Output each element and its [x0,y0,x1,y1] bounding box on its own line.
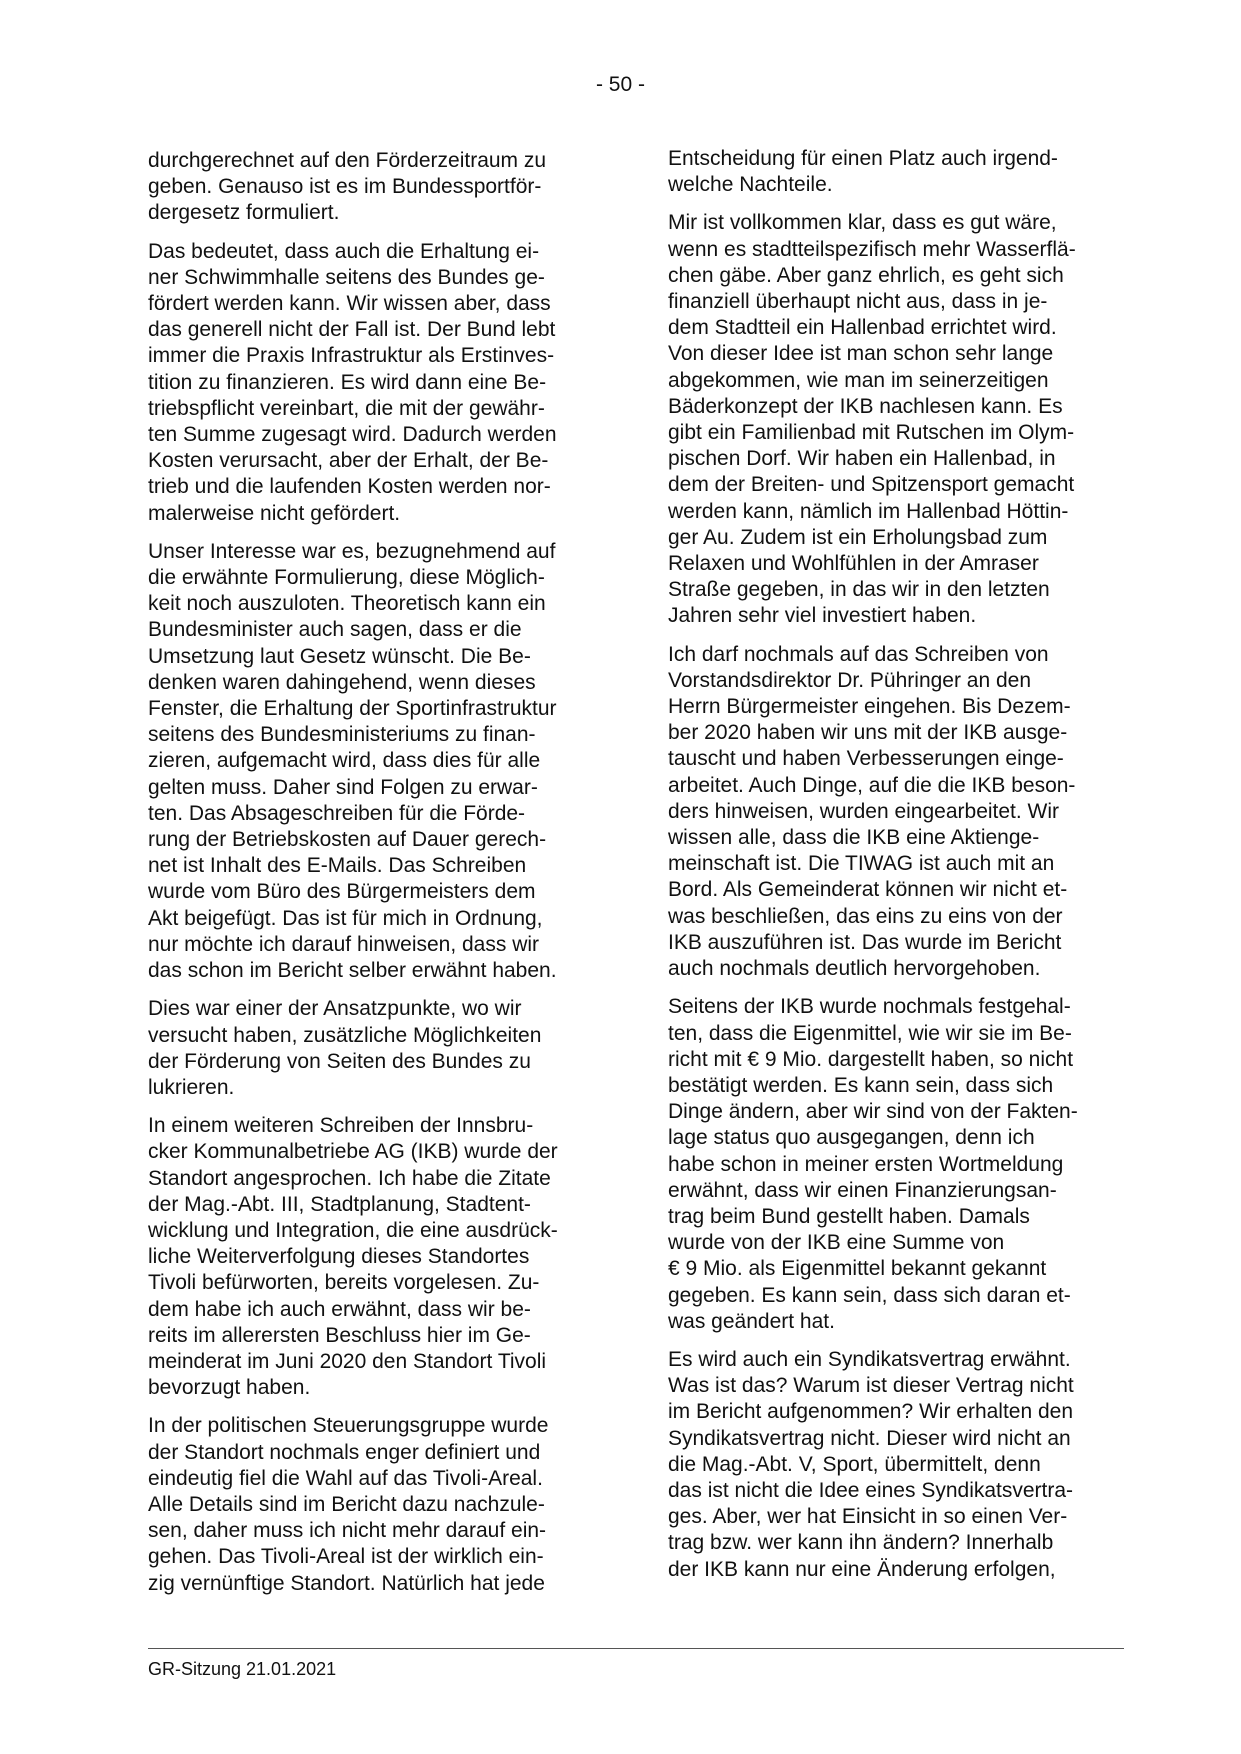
paragraph: Entscheidung für einen Platz auch irgend- welche Nachteile. [668,147,1058,197]
footer-divider [148,1648,1124,1649]
paragraph: Es wird auch ein Syndikatsvertrag erwähnt. Was ist das? Warum ist dieser Vertrag nicht im Bericht aufgenommen? Wir erhalten den Syndikatsvertrag nicht. Dieser wird nicht an die Mag.-Abt. V, Sport, übermittelt, denn das ist nicht die Idee eines Syndikatsvertra- ges. Aber, wer hat Einsicht in so einen Ver- trag bzw. wer kann ihn ändern? Innerhalb der IKB kann nur eine Änderung erfolgen, [668,1347,1074,1581]
paragraph: durchgerechnet auf den Förderzeitraum zu geben. Genauso ist es im Bundessportför- dergesetz formuliert. [148,149,547,225]
footer-text: GR-Sitzung 21.01.2021 [148,1659,337,1679]
paragraph: Mir ist vollkommen klar, dass es gut wäre, wenn es stadtteilspezifisch mehr Wasserflä- chen gäbe. Aber ganz ehrlich, es geht sich finanziell überhaupt nicht aus, dass in je- dem Stadtteil ein Hallenbad errichtet wird. Von dieser Idee ist man schon sehr lange abgekommen, wie man im seinerzeitigen Bäderkonzept der IKB nachlesen kann. Es gibt ein Familienbad mit Rutschen im Olym- pischen Dorf. Wir haben ein Hallenbad, in dem der Breiten- und Spitzensport gemacht werden kann, nämlich im Hallenbad Höttin- ger Au. Zudem ist ein Erholungsbad zum Relaxen und Wohlfühlen in der Amraser Straße gegeben, in das wir in den letzten Jahren sehr viel investiert haben. [668,211,1076,628]
page-number: - 50 - [595,73,645,96]
paragraph: Das bedeutet, dass auch die Erhaltung ei- ner Schwimmhalle seitens des Bundes ge- fördert werden kann. Wir wissen aber, dass das generell nicht der Fall ist. Der Bund lebt immer die Praxis Infrastruktur als Erstinves- tition zu finanzieren. Es wird dann eine Be- triebspflicht vereinbart, die mit der gewähr- ten Summe zugesagt wird. Dadurch werden Kosten verursacht, aber der Erhalt, der Be- trieb und die laufenden Kosten werden nor- malerweise nicht gefördert. [148,239,557,525]
paragraph: In der politischen Steuerungsgruppe wurde der Standort nochmals enger definiert und eindeutig fiel die Wahl auf das Tivoli-Areal. Alle Details sind im Bericht dazu nachzule- sen, daher muss ich nicht mehr darauf ein- gehen. Das Tivoli-Areal ist der wirklich ein- zig vernünftige Standort. Natürlich hat jede [148,1414,549,1595]
left-column [148,148,600,1609]
right-column [668,146,1124,1595]
paragraph: Ich darf nochmals auf das Schreiben von Vorstandsdirektor Dr. Pühringer an den Herrn Bürgermeister eingehen. Bis Dezem- ber 2020 haben wir uns mit der IKB ausge- tauscht und haben Verbesserungen einge- arbeitet. Auch Dinge, auf die die IKB beson- ders hinweisen, wurden eingearbeitet. Wir wissen alle, dass die IKB eine Aktienge- meinschaft ist. Die TIWAG ist auch mit an Bord. Als Gemeinderat können wir nicht et- was beschließen, das eins zu eins von der IKB auszuführen ist. Das wurde im Bericht auch nochmals deutlich hervorgehoben. [668,642,1076,981]
paragraph: Unser Interesse war es, bezugnehmend auf die erwähnte Formulierung, diese Möglich- keit noch auszuloten. Theoretisch kann ein Bundesminister auch sagen, dass er die Umsetzung laut Gesetz wünscht. Die Be- denken waren dahingehend, wenn dieses Fenster, die Erhaltung der Sportinfrastruktur seitens des Bundesministeriums zu finan- zieren, aufgemacht wird, dass dies für alle gelten muss. Daher sind Folgen zu erwar- ten. Das Absageschreiben für die Förde- rung der Betriebskosten auf Dauer gerech- net ist Inhalt des E-Mails. Das Schreiben wurde vom Büro des Bürgermeisters dem Akt beigefügt. Das ist für mich in Ordnung, nur möchte ich darauf hinweisen, dass wir das schon im Bericht selber erwähnt haben. [148,539,557,983]
paragraph: Dies war einer der Ansatzpunkte, wo wir versucht haben, zusätzliche Möglichkeiten der Förderung von Seiten des Bundes zu lukrieren. [148,997,542,1099]
paragraph: In einem weiteren Schreiben der Innsbru- cker Kommunalbetriebe AG (IKB) wurde der Standort angesprochen. Ich habe die Zitate der Mag.-Abt. III, Stadtplanung, Stadtent- wicklung und Integration, die eine ausdrück- liche Weiterverfolgung dieses Standortes Tivoli befürworten, bereits vorgelesen. Zu- dem habe ich auch erwähnt, dass wir be- reits im allerersten Beschluss hier im Ge- meinderat im Juni 2020 den Standort Tivoli bevorzugt haben. [148,1114,558,1400]
paragraph: Seitens der IKB wurde nochmals festgehal- ten, dass die Eigenmittel, wie wir sie im Be- richt mit € 9 Mio. dargestellt haben, so nicht bestätigt werden. Es kann sein, dass sich Dinge ändern, aber wir sind von der Fakten- lage status quo ausgegangen, denn ich habe schon in meiner ersten Wortmeldung erwähnt, dass wir einen Finanzierungsan- trag beim Bund gestellt haben. Damals wurde von der IKB eine Summe von € 9 Mio. als Eigenmittel bekannt gekannt gegeben. Es kann sein, dass sich daran et- was geändert hat. [668,995,1078,1333]
